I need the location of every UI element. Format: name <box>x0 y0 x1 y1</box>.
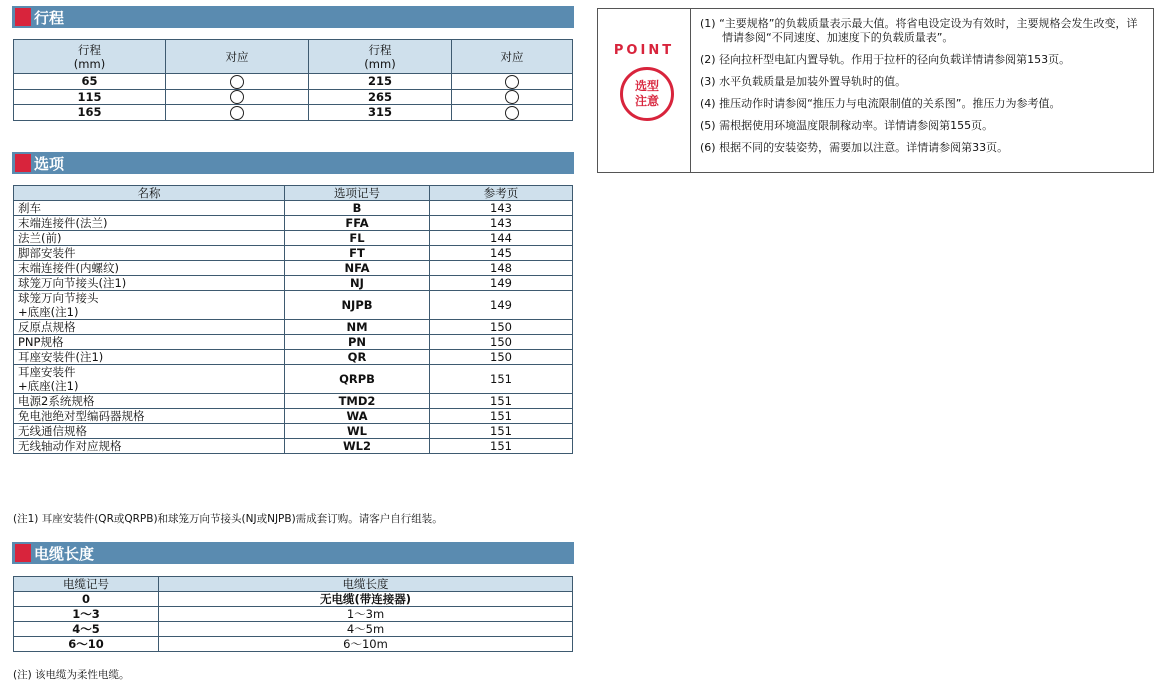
table-row <box>14 246 573 261</box>
option-page: 149 <box>430 291 573 320</box>
option-code: QR <box>285 350 430 365</box>
table-row <box>14 276 573 291</box>
option-page: 151 <box>430 424 573 439</box>
stroke-value: 215 <box>309 74 452 90</box>
cable-note: (注) 该电缆为柔性电缆。 <box>13 669 130 681</box>
table-row <box>14 231 573 246</box>
table-row <box>14 291 573 320</box>
option-code: NJ <box>285 276 430 291</box>
badge-line-2: 注意 <box>634 94 659 108</box>
list-item: (5) 需根据使用环境温度限制稼动率。详情请参阅第155页。 <box>700 119 994 132</box>
cable-header-length: 电缆长度 <box>159 577 573 592</box>
cable-table <box>13 576 573 652</box>
supported-icon <box>452 74 573 90</box>
option-code: WL <box>285 424 430 439</box>
options-table <box>13 185 573 454</box>
stroke-section-title: 行程 <box>34 8 65 27</box>
stroke-table <box>13 39 573 121</box>
list-item: (2) 径向拉杆型电缸内置导轨。作用于拉杆的径向负载详情请参阅第153页。 <box>700 53 1071 66</box>
table-row <box>14 622 573 637</box>
list-item: (6) 根据不同的安装姿势，需要加以注意。详情请参阅第33页。 <box>700 141 1009 154</box>
stroke-header-3: 行程 (mm) <box>309 40 452 74</box>
option-page: 150 <box>430 320 573 335</box>
selection-caution-badge <box>620 67 674 121</box>
option-name: 脚部安装件 <box>14 246 285 261</box>
cable-section-header <box>12 542 574 564</box>
table-row <box>14 409 573 424</box>
option-code: WL2 <box>285 439 430 454</box>
option-page: 149 <box>430 276 573 291</box>
table-row <box>14 439 573 454</box>
option-name: 耳座安装件(注1) <box>14 350 285 365</box>
option-code: FFA <box>285 216 430 231</box>
option-code: FL <box>285 231 430 246</box>
table-row <box>14 335 573 350</box>
option-page: 143 <box>430 216 573 231</box>
option-name: 刹车 <box>14 201 285 216</box>
cable-length: 4～5m <box>159 622 573 637</box>
stroke-value: 315 <box>309 105 452 121</box>
table-row <box>14 637 573 652</box>
option-name: 耳座安装件 +底座(注1) <box>14 365 285 394</box>
section-marker <box>15 154 31 172</box>
cable-code: 4～5 <box>14 622 159 637</box>
cable-length: 无电缆(带连接器) <box>159 592 573 607</box>
table-row <box>14 201 573 216</box>
point-word: POINT <box>613 43 675 58</box>
table-row <box>14 216 573 231</box>
option-name: PNP规格 <box>14 335 285 350</box>
option-page: 151 <box>430 439 573 454</box>
option-page: 144 <box>430 231 573 246</box>
option-name: 末端连接件(内螺纹) <box>14 261 285 276</box>
list-item: (4) 推压动作时请参阅“推压力与电流限制值的关系图”。推压力为参考值。 <box>700 97 1061 110</box>
option-page: 143 <box>430 201 573 216</box>
point-box <box>597 8 1154 173</box>
table-row <box>14 261 573 276</box>
option-name: 无线轴动作对应规格 <box>14 439 285 454</box>
option-code: WA <box>285 409 430 424</box>
table-row <box>14 424 573 439</box>
list-item: (3) 水平负载质量是加装外置导轨时的值。 <box>700 75 907 88</box>
option-page: 151 <box>430 394 573 409</box>
options-header-name: 名称 <box>14 186 285 201</box>
option-page: 151 <box>430 409 573 424</box>
supported-icon <box>452 105 573 121</box>
table-row <box>14 74 573 90</box>
option-page: 145 <box>430 246 573 261</box>
table-row <box>14 89 573 105</box>
cable-code: 1～3 <box>14 607 159 622</box>
stroke-value: 65 <box>14 74 166 90</box>
option-name: 法兰(前) <box>14 231 285 246</box>
table-row <box>14 592 573 607</box>
option-name: 反原点规格 <box>14 320 285 335</box>
stroke-header-2: 对应 <box>166 40 309 74</box>
option-code: TMD2 <box>285 394 430 409</box>
options-header-code: 选项记号 <box>285 186 430 201</box>
table-row <box>14 350 573 365</box>
option-name: 球笼万向节接头(注1) <box>14 276 285 291</box>
cable-section-title: 电缆长度 <box>34 544 95 563</box>
option-name: 球笼万向节接头 +底座(注1) <box>14 291 285 320</box>
badge-line-1: 选型 <box>634 79 659 93</box>
table-row <box>14 320 573 335</box>
cable-code: 6～10 <box>14 637 159 652</box>
cable-length: 6～10m <box>159 637 573 652</box>
options-section-title: 选项 <box>34 154 65 173</box>
cable-header-code: 电缆记号 <box>14 577 159 592</box>
option-page: 148 <box>430 261 573 276</box>
stroke-section-header <box>12 6 574 28</box>
option-page: 150 <box>430 350 573 365</box>
option-code: PN <box>285 335 430 350</box>
options-section-header <box>12 152 574 174</box>
option-page: 150 <box>430 335 573 350</box>
supported-icon <box>166 74 309 90</box>
stroke-header-4: 对应 <box>452 40 573 74</box>
list-item: (1) “主要规格”的负载质量表示最大值。将省电设定设为有效时，主要规格会发生改变，详情请参阅“不同速度、加速度下的负载质量表”。 <box>700 17 1138 44</box>
option-name: 末端连接件(法兰) <box>14 216 285 231</box>
option-code: NM <box>285 320 430 335</box>
section-marker <box>15 544 31 562</box>
supported-icon <box>452 89 573 105</box>
option-name: 免电池绝对型编码器规格 <box>14 409 285 424</box>
table-row <box>14 607 573 622</box>
stroke-value: 165 <box>14 105 166 121</box>
options-header-page: 参考页 <box>430 186 573 201</box>
point-list <box>700 17 1145 163</box>
section-marker <box>15 8 31 26</box>
stroke-value: 265 <box>309 89 452 105</box>
option-code: NFA <box>285 261 430 276</box>
options-note: (注1) 耳座安装件(QR或QRPB)和球笼万向节接头(NJ或NJPB)需成套订购。请客户自行组装。 <box>13 513 443 525</box>
option-code: NJPB <box>285 291 430 320</box>
option-page: 151 <box>430 365 573 394</box>
table-row <box>14 394 573 409</box>
option-code: QRPB <box>285 365 430 394</box>
option-name: 无线通信规格 <box>14 424 285 439</box>
stroke-value: 115 <box>14 89 166 105</box>
option-name: 电源2系统规格 <box>14 394 285 409</box>
table-row <box>14 365 573 394</box>
point-badge-panel <box>598 9 691 172</box>
table-row <box>14 105 573 121</box>
supported-icon <box>166 89 309 105</box>
stroke-header-1: 行程 (mm) <box>14 40 166 74</box>
option-code: FT <box>285 246 430 261</box>
supported-icon <box>166 105 309 121</box>
option-code: B <box>285 201 430 216</box>
cable-code: 0 <box>14 592 159 607</box>
cable-length: 1～3m <box>159 607 573 622</box>
